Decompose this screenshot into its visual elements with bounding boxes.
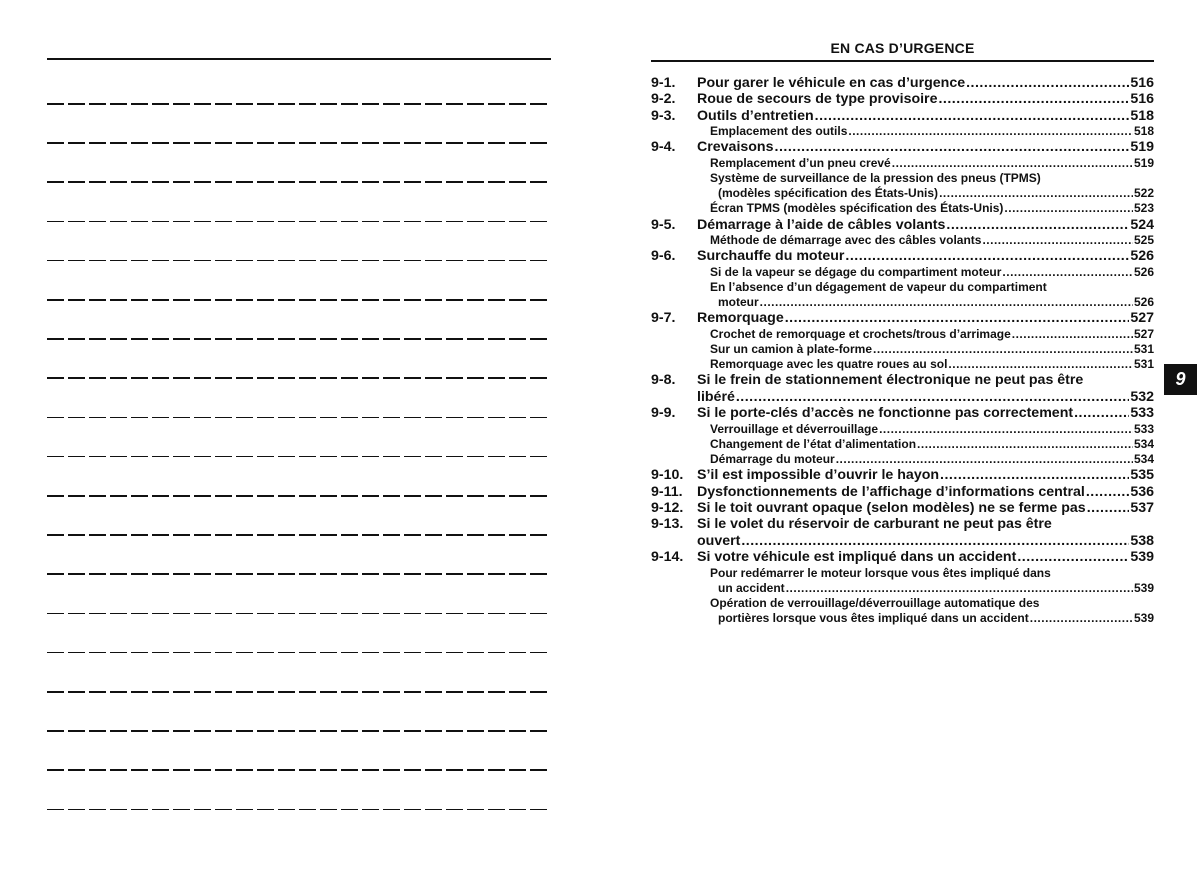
note-line	[47, 260, 551, 262]
toc-entry[interactable]	[651, 467, 1154, 483]
entry-title: Remplacement d’un pneu crevé	[710, 155, 891, 170]
dot-leader	[836, 452, 1133, 467]
toc-subentry[interactable]	[651, 452, 1154, 467]
note-line	[47, 573, 551, 575]
dot-leader	[785, 310, 1130, 326]
entry-number: 9-5.	[651, 216, 676, 233]
note-line	[47, 809, 551, 811]
toc-page	[651, 0, 1154, 896]
entry-number: 9-6.	[651, 248, 676, 265]
dot-leader	[1030, 611, 1133, 626]
page-number: 535	[1130, 467, 1154, 484]
toc-subentry[interactable]	[651, 233, 1154, 248]
entry-title: libéré	[697, 388, 735, 405]
page-number: 525	[1133, 233, 1154, 248]
page-number: 539	[1130, 549, 1154, 566]
entry-title: ouvert	[697, 532, 741, 549]
entry-title: Dysfonctionnements de l’affichage d’informations central	[697, 483, 1085, 500]
entry-number: 9-10.	[651, 467, 684, 484]
dot-leader	[741, 533, 1129, 549]
toc-entry[interactable]	[651, 310, 1154, 326]
dot-leader	[1012, 327, 1133, 342]
chapter-tab[interactable]: 9	[1164, 364, 1197, 395]
note-line	[47, 456, 551, 458]
note-line	[47, 181, 551, 183]
note-line	[47, 652, 551, 654]
toc-entry[interactable]	[651, 75, 1154, 91]
page-number: 527	[1133, 326, 1154, 341]
entry-title: Démarrage du moteur	[710, 451, 835, 466]
entry-title: Surchauffe du moteur	[697, 248, 845, 265]
note-line	[47, 299, 551, 301]
toc-subentry[interactable]	[651, 171, 1154, 201]
entry-title: Crochet de remorquage et crochets/trous d’arrimage	[710, 326, 1011, 341]
entry-title: un accident	[718, 580, 785, 595]
header-rule	[651, 60, 1154, 62]
toc-subentry[interactable]	[651, 342, 1154, 357]
entry-title-line1: Si le volet du réservoir de carburant ne peut pas être	[697, 516, 1052, 533]
toc-entry[interactable]	[651, 372, 1154, 405]
dot-leader	[1002, 265, 1133, 280]
entry-title: Si de la vapeur se dégage du compartiment moteur	[710, 264, 1002, 279]
entry-title: Remorquage	[697, 310, 784, 327]
note-line	[47, 103, 551, 105]
entry-number: 9-7.	[651, 310, 676, 327]
toc-entry[interactable]	[651, 108, 1154, 124]
dot-leader	[892, 156, 1133, 171]
page-number: 532	[1130, 388, 1154, 405]
note-line	[47, 495, 551, 497]
note-line	[47, 417, 551, 419]
page-number: 534	[1133, 451, 1154, 466]
entry-number: 9-1.	[651, 75, 676, 91]
page-number: 533	[1133, 421, 1154, 436]
toc-subentry[interactable]	[651, 596, 1154, 626]
note-line	[47, 769, 551, 771]
entry-title: portières lorsque vous êtes impliqué dans un accident	[718, 611, 1029, 626]
entry-title: Crevaisons	[697, 139, 774, 156]
page-number: 531	[1133, 357, 1154, 372]
page-number: 539	[1133, 611, 1154, 626]
toc-subentry[interactable]	[651, 124, 1154, 139]
page-number: 538	[1130, 532, 1154, 549]
dot-leader	[848, 124, 1133, 139]
dot-leader	[940, 467, 1129, 483]
entry-title: Outils d’entretien	[697, 107, 814, 124]
toc-entry[interactable]	[651, 500, 1154, 516]
toc-entry[interactable]	[651, 405, 1154, 421]
note-line	[47, 730, 551, 732]
entry-number: 9-9.	[651, 405, 676, 422]
page-number: 534	[1133, 436, 1154, 451]
dot-leader	[1074, 405, 1129, 421]
dot-leader	[1086, 484, 1129, 500]
toc-entry[interactable]	[651, 139, 1154, 155]
dot-leader	[760, 295, 1133, 310]
page-number: 519	[1130, 139, 1154, 156]
entry-title: Pour garer le véhicule en cas d’urgence	[697, 75, 966, 91]
page-number: 536	[1130, 483, 1154, 500]
note-line	[47, 691, 551, 693]
dot-leader	[939, 186, 1133, 201]
dot-leader	[845, 248, 1129, 264]
toc-entry[interactable]	[651, 516, 1154, 549]
toc-subentry[interactable]	[651, 280, 1154, 310]
entry-title: Si le toit ouvrant opaque (selon modèles) ne se ferme pas	[697, 499, 1086, 516]
entry-number: 9-14.	[651, 549, 684, 566]
page-number: 539	[1133, 580, 1154, 595]
dot-leader	[948, 357, 1133, 372]
entry-title: Remorquage avec les quatre roues au sol	[710, 357, 948, 372]
toc-entry[interactable]	[651, 91, 1154, 107]
toc-subentry[interactable]	[651, 201, 1154, 216]
entry-number: 9-4.	[651, 139, 676, 156]
dot-leader	[775, 139, 1130, 155]
entry-title: Changement de l’état d’alimentation	[710, 436, 917, 451]
entry-title: S’il est impossible d’ouvrir le hayon	[697, 467, 940, 484]
page-number: 533	[1130, 405, 1154, 422]
dot-leader	[1004, 201, 1133, 216]
dot-leader	[736, 389, 1129, 405]
toc-subentry[interactable]	[651, 327, 1154, 342]
page-number: 516	[1130, 91, 1154, 108]
dot-leader	[938, 91, 1129, 107]
entry-title: Roue de secours de type provisoire	[697, 91, 938, 108]
note-line	[47, 338, 551, 340]
page-number: 518	[1130, 107, 1154, 124]
entry-number: 9-2.	[651, 91, 676, 108]
table-of-contents	[651, 75, 1154, 626]
entry-number: 9-13.	[651, 516, 684, 533]
entry-title: Méthode de démarrage avec des câbles volants	[710, 233, 982, 248]
entry-title: Emplacement des outils	[710, 124, 848, 139]
entry-number: 9-8.	[651, 372, 676, 389]
page-number: 519	[1133, 155, 1154, 170]
page-number: 526	[1130, 248, 1154, 265]
page-number: 516	[1130, 75, 1154, 91]
top-rule	[47, 58, 551, 60]
toc-subentry[interactable]	[651, 357, 1154, 372]
entry-title-line1: Si le frein de stationnement électronique ne peut pas être	[697, 372, 1084, 389]
page-number: 524	[1130, 216, 1154, 233]
dot-leader	[982, 233, 1133, 248]
page-number: 523	[1133, 201, 1154, 216]
dot-leader	[786, 581, 1133, 596]
toc-entry[interactable]	[651, 248, 1154, 264]
toc-subentry[interactable]	[651, 156, 1154, 171]
entry-title: Sur un camion à plate-forme	[710, 341, 873, 356]
page-number: 518	[1133, 124, 1154, 139]
entry-title: Démarrage à l’aide de câbles volants	[697, 216, 946, 233]
page-number: 526	[1133, 295, 1154, 310]
note-line	[47, 221, 551, 223]
toc-subentry[interactable]	[651, 566, 1154, 596]
entry-title-line1: Système de surveillance de la pression des pneus (TPMS)	[710, 171, 1041, 186]
dot-leader	[879, 422, 1133, 437]
note-line	[47, 377, 551, 379]
note-line	[47, 613, 551, 615]
toc-subentry[interactable]	[651, 422, 1154, 437]
entry-title-line1: Opération de verrouillage/déverrouillage automatique des	[710, 595, 1040, 610]
entry-number: 9-12.	[651, 499, 684, 516]
dot-leader	[966, 75, 1129, 91]
toc-entry[interactable]	[651, 484, 1154, 500]
entry-title: Si le porte-clés d’accès ne fonctionne pas correctement	[697, 405, 1074, 422]
note-line	[47, 534, 551, 536]
entry-title: Si votre véhicule est impliqué dans un accident	[697, 549, 1017, 566]
entry-number: 9-11.	[651, 483, 683, 500]
toc-subentry[interactable]	[651, 265, 1154, 280]
entry-title: (modèles spécification des États-Unis)	[718, 186, 939, 201]
dot-leader	[873, 342, 1133, 357]
dot-leader	[1017, 549, 1129, 565]
page-number: 537	[1130, 499, 1154, 516]
notes-page	[47, 0, 551, 896]
toc-entry[interactable]	[651, 217, 1154, 233]
entry-title: moteur	[718, 295, 759, 310]
entry-title: Verrouillage et déverrouillage	[710, 421, 879, 436]
page-number: 531	[1133, 341, 1154, 356]
toc-entry[interactable]	[651, 549, 1154, 565]
dot-leader	[1087, 500, 1130, 516]
entry-title: Écran TPMS (modèles spécification des États-Unis)	[710, 201, 1004, 216]
page-number: 522	[1133, 186, 1154, 201]
note-line	[47, 142, 551, 144]
section-title: EN CAS D’URGENCE	[830, 40, 975, 56]
dot-leader	[815, 108, 1130, 124]
dot-leader	[917, 437, 1133, 452]
entry-title-line1: En l’absence d’un dégagement de vapeur du compartiment	[710, 279, 1047, 294]
dot-leader	[946, 217, 1129, 233]
toc-subentry[interactable]	[651, 437, 1154, 452]
page-number: 526	[1133, 264, 1154, 279]
entry-number: 9-3.	[651, 107, 676, 124]
page-number: 527	[1130, 310, 1154, 327]
entry-title-line1: Pour redémarrer le moteur lorsque vous êtes impliqué dans	[710, 565, 1051, 580]
